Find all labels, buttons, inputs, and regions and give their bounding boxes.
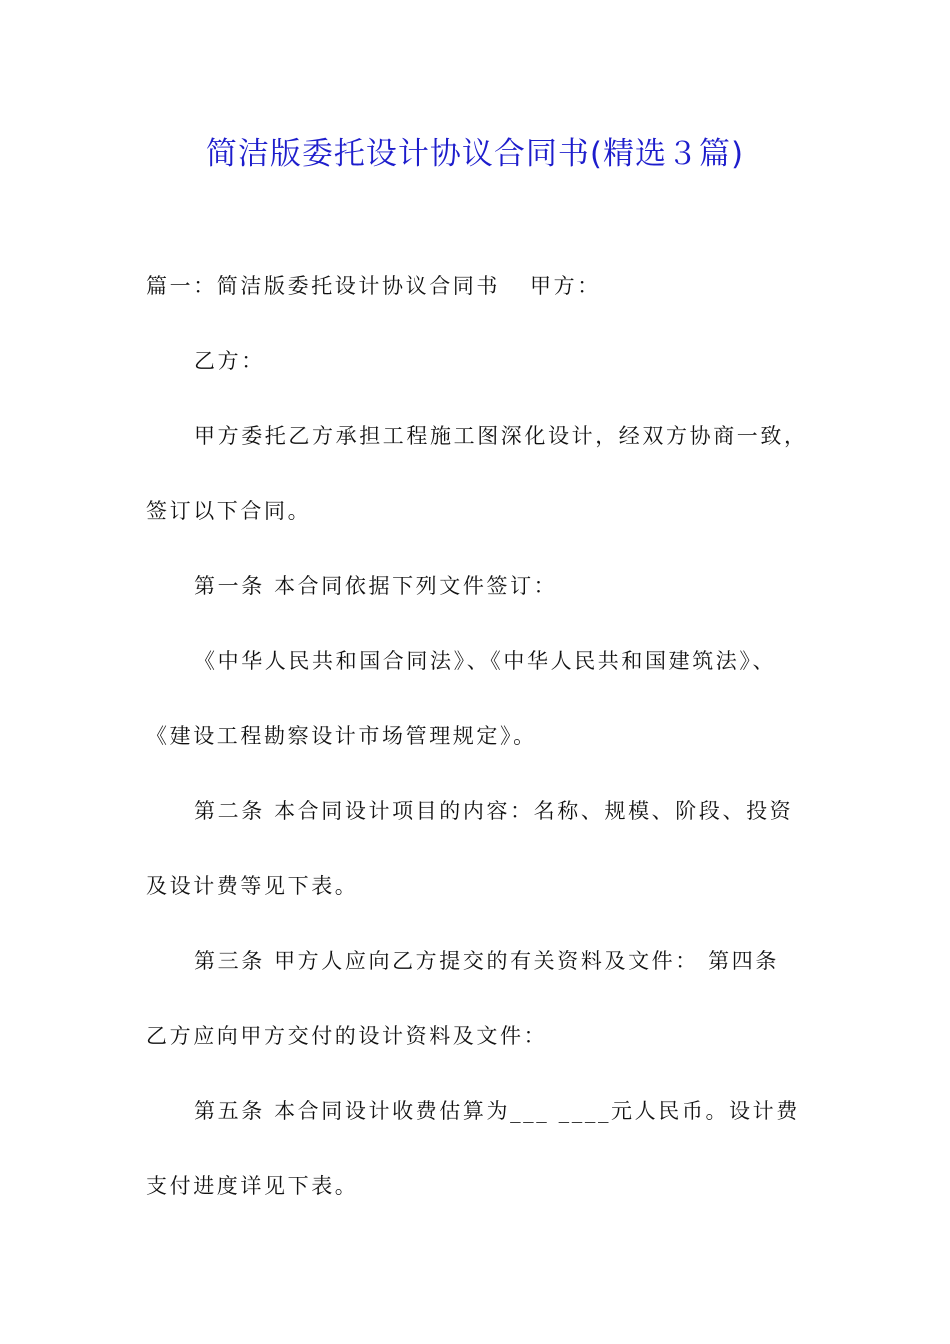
party-b-label: 乙方： [194,349,265,373]
paragraph-line: 《建设工程勘察设计市场管理规定》。 [146,724,537,748]
paragraph-line: 《中华人民共和国合同法》、《中华人民共和国建筑法》、 [194,649,777,673]
paragraph-line: 签订以下合同。 [146,499,312,523]
article-2: 第二条 本合同设计项目的内容：名称、规模、阶段、投资 [194,799,794,823]
paragraph-line: 及设计费等见下表。 [146,874,359,898]
article-5: 第五条 本合同设计收费估算为___ ____元人民币。设计费 [194,1099,800,1123]
article-1: 第一条 本合同依据下列文件签订： [194,574,558,598]
document-title: 简洁版委托设计协议合同书(精选３篇) [205,136,745,172]
paragraph-line: 支付进度详见下表。 [146,1174,359,1198]
party-a-label: 甲方： [530,274,601,298]
paragraph-line: 乙方应向甲方交付的设计资料及文件： [146,1024,548,1048]
paragraph-line [146,271,601,301]
article-3: 第三条 甲方人应向乙方提交的有关资料及文件： 第四条 [194,949,779,973]
paragraph-line: 甲方委托乙方承担工程施工图深化设计，经双方协商一致， [194,424,808,448]
section-heading: 篇一：简洁版委托设计协议合同书 [146,274,500,298]
